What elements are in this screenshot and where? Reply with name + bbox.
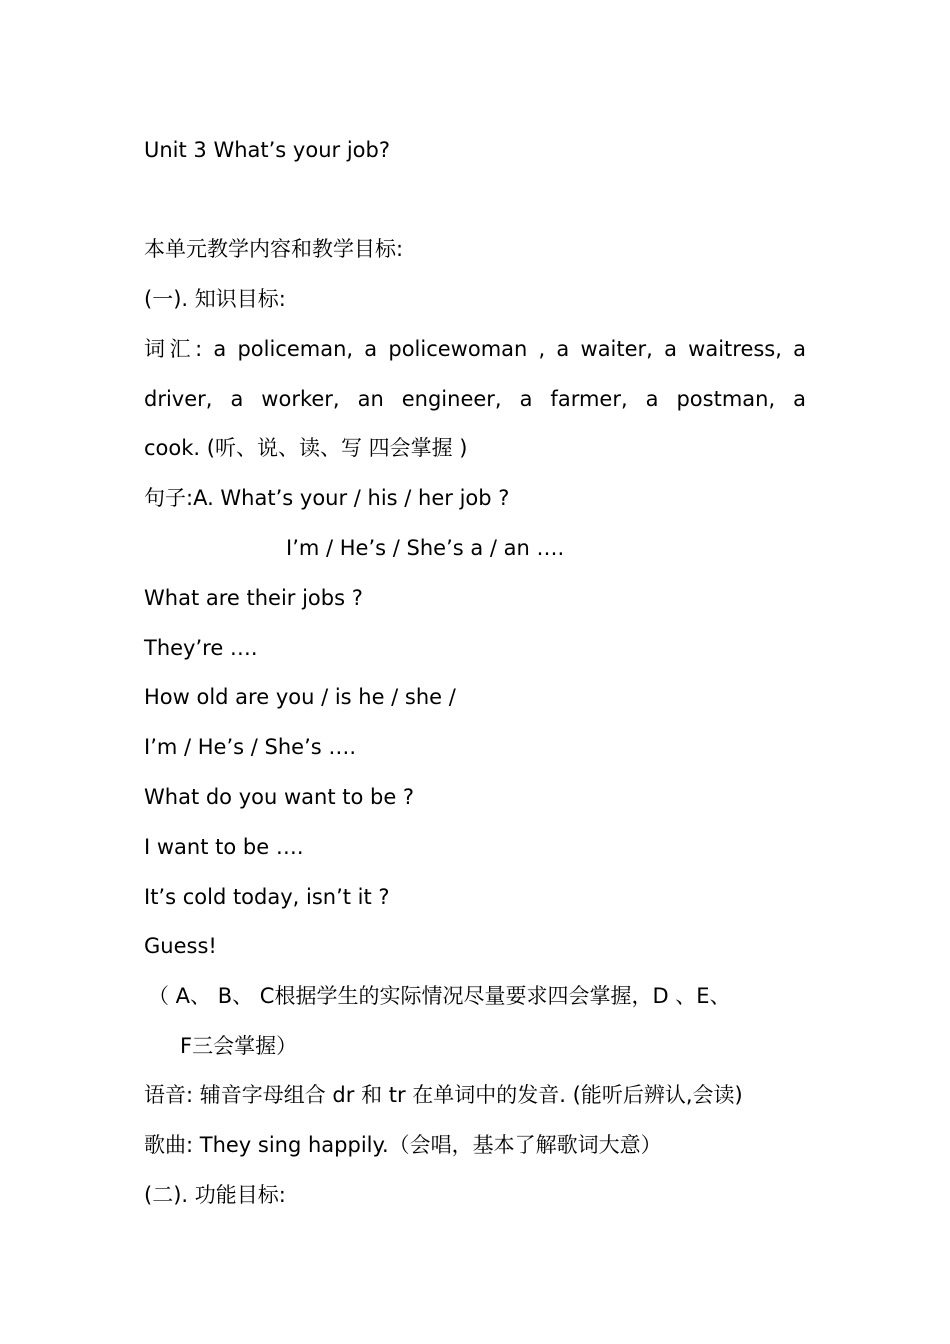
vocab-line-3: cook. (听、说、读、写 四会掌握 ) [144, 436, 468, 460]
sentence-c: How old are you / is he / she / [144, 685, 456, 709]
sentence-b-answer: They’re …. [144, 636, 258, 660]
sentence-b: What are their jobs ? [144, 586, 363, 610]
note-line-1: （ A、 B、 C根据学生的实际情况尽量要求四会掌握，D 、E、 [148, 984, 731, 1008]
sentence-c-answer: I’m / He’s / She’s …. [144, 735, 357, 759]
document-title: Unit 3 What’s your job? [144, 138, 390, 162]
sentence-e: It’s cold today, isn’t it ? [144, 885, 390, 909]
song-goal: 歌曲: They sing happily.（会唱，基本了解歌词大意） [144, 1133, 662, 1157]
sentence-d-answer: I want to be …. [144, 835, 304, 859]
section-heading: 本单元教学内容和教学目标: [144, 237, 404, 261]
sentence-a: 句子:A. What’s your / his / her job ? [144, 486, 510, 510]
sentence-d: What do you want to be ? [144, 785, 415, 809]
functional-goals-heading: (二). 功能目标: [144, 1183, 286, 1207]
note-line-2: F三会掌握） [180, 1034, 298, 1058]
knowledge-goals-heading: (一). 知识目标: [144, 287, 286, 311]
sentence-f: Guess! [144, 934, 217, 958]
phonics-goal: 语音: 辅音字母组合 dr 和 tr 在单词中的发音. (能听后辨认,会读) [144, 1083, 743, 1107]
vocab-line-2: driver, a worker, an engineer, a farmer, a postman, a [144, 387, 806, 411]
vocab-line-1: 词汇: a policeman, a policewoman , a waiter, a waitress, a [144, 337, 806, 361]
sentence-a-answer: I’m / He’s / She’s a / an …. [286, 536, 565, 560]
